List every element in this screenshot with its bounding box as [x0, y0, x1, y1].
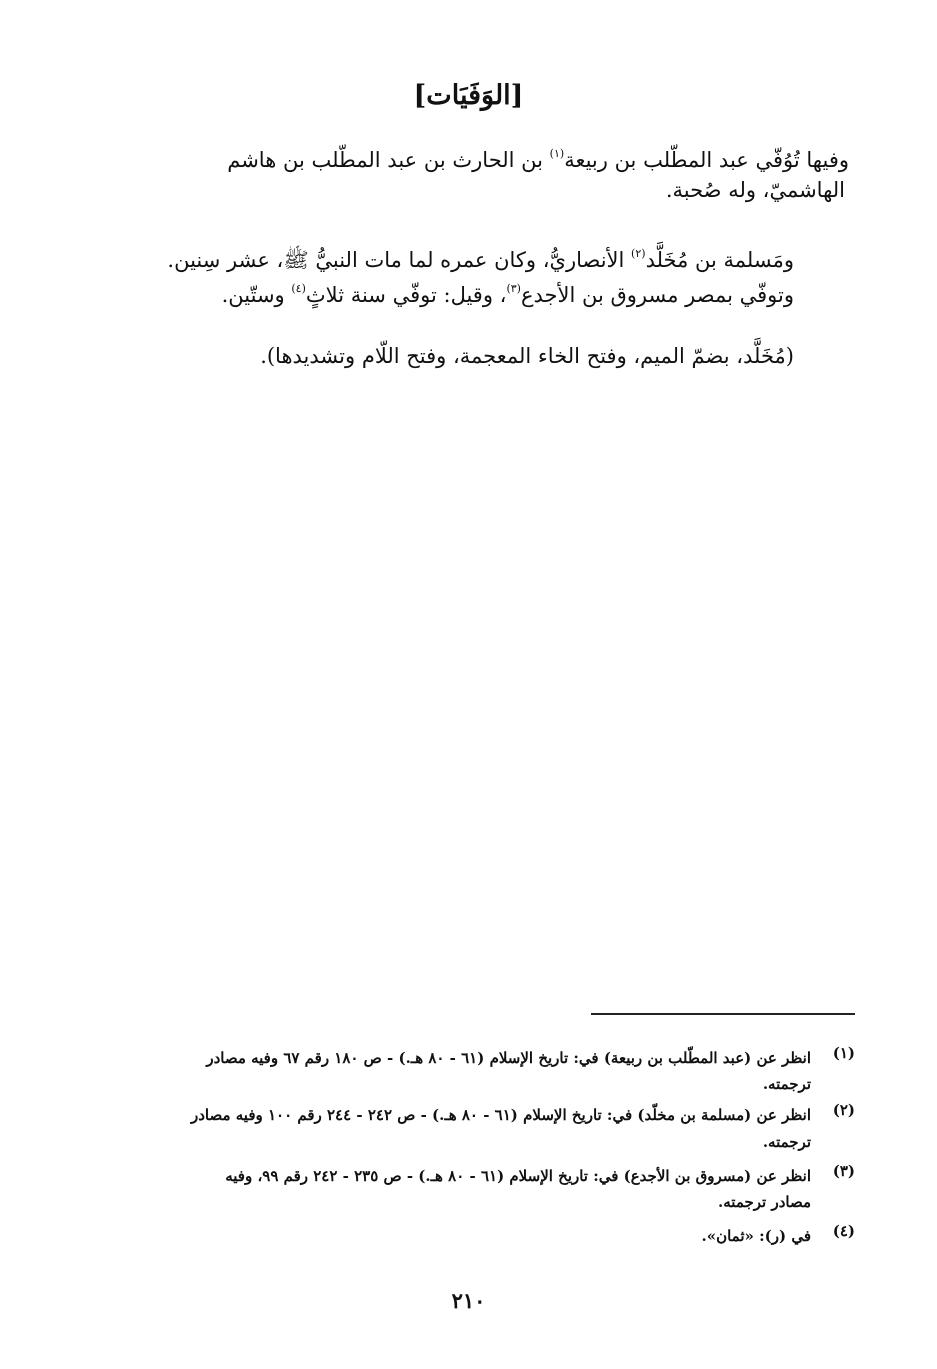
page-number: ٢١٠ [451, 1288, 486, 1313]
paragraph-3-line-1: (مُخَلَّد، بضمّ الميم، وفتح الخاء المعجمة، وفتح اللّام وتشديدها). [260, 344, 794, 368]
text-run: ، وقيل: توفّي سنة ثلاثٍ [305, 283, 507, 307]
section-heading: [الوَفَيَات] [413, 80, 524, 111]
footnote-text: انظر عن (مسروق بن الأجدع) في: تاريخ الإسلام (٦١ - ٨٠ هـ.) - ص ٢٣٥ - ٢٤٢ رقم ٩٩، وفيه [225, 1167, 811, 1185]
footnote-number: (٣) [832, 1162, 855, 1180]
footnote-ref-2[interactable]: (٢) [631, 247, 646, 260]
footnote-text: انظر عن (مسلمة بن مخلّد) في: تاريخ الإسلام (٦١ - ٨٠ هـ.) - ص ٢٤٢ - ٢٤٤ رقم ١٠٠ وفيه مصادر [191, 1106, 811, 1124]
text-run: وفيها تُوُفّي عبد المطّلب بن ربيعة [564, 148, 849, 172]
text-run: بن الحارث بن عبد المطّلب بن هاشم [227, 148, 550, 172]
footnote-divider [591, 1013, 855, 1015]
text-run: ومَسلمة بن مُخَلَّد [645, 248, 794, 272]
footnote-ref-4[interactable]: (٤) [291, 282, 306, 295]
footnote-text: مصادر ترجمته. [718, 1193, 811, 1211]
footnote-text: ترجمته. [762, 1075, 811, 1093]
text-run: وستّين. [221, 283, 292, 307]
footnote-number: (٢) [832, 1101, 855, 1119]
footnote-text: انظر عن (عبد المطّلب بن ربيعة) في: تاريخ الإسلام (٦١ - ٨٠ هـ.) - ص ١٨٠ رقم ٦٧ وفيه مصادر [206, 1049, 811, 1067]
paragraph-2-line-2 [222, 271, 794, 313]
footnote-ref-1[interactable]: (١) [549, 147, 565, 160]
footnote-text: في (ر): «ثمان». [701, 1227, 811, 1245]
footnote-number: (١) [832, 1044, 855, 1062]
footnote-number: (٤) [832, 1222, 855, 1240]
footnote-ref-3[interactable]: (٣) [506, 282, 521, 295]
footnote-text: ترجمته. [762, 1133, 811, 1151]
text-run: الأنصاريُّ، وكان عمره لما مات النبيُّ ﷺ، عشر سِنين. [167, 248, 632, 272]
paragraph-1-line-2: الهاشميّ، وله صُحبة. [665, 178, 845, 202]
text-run: وتوفّي بمصر مسروق بن الأجدع [520, 283, 794, 307]
